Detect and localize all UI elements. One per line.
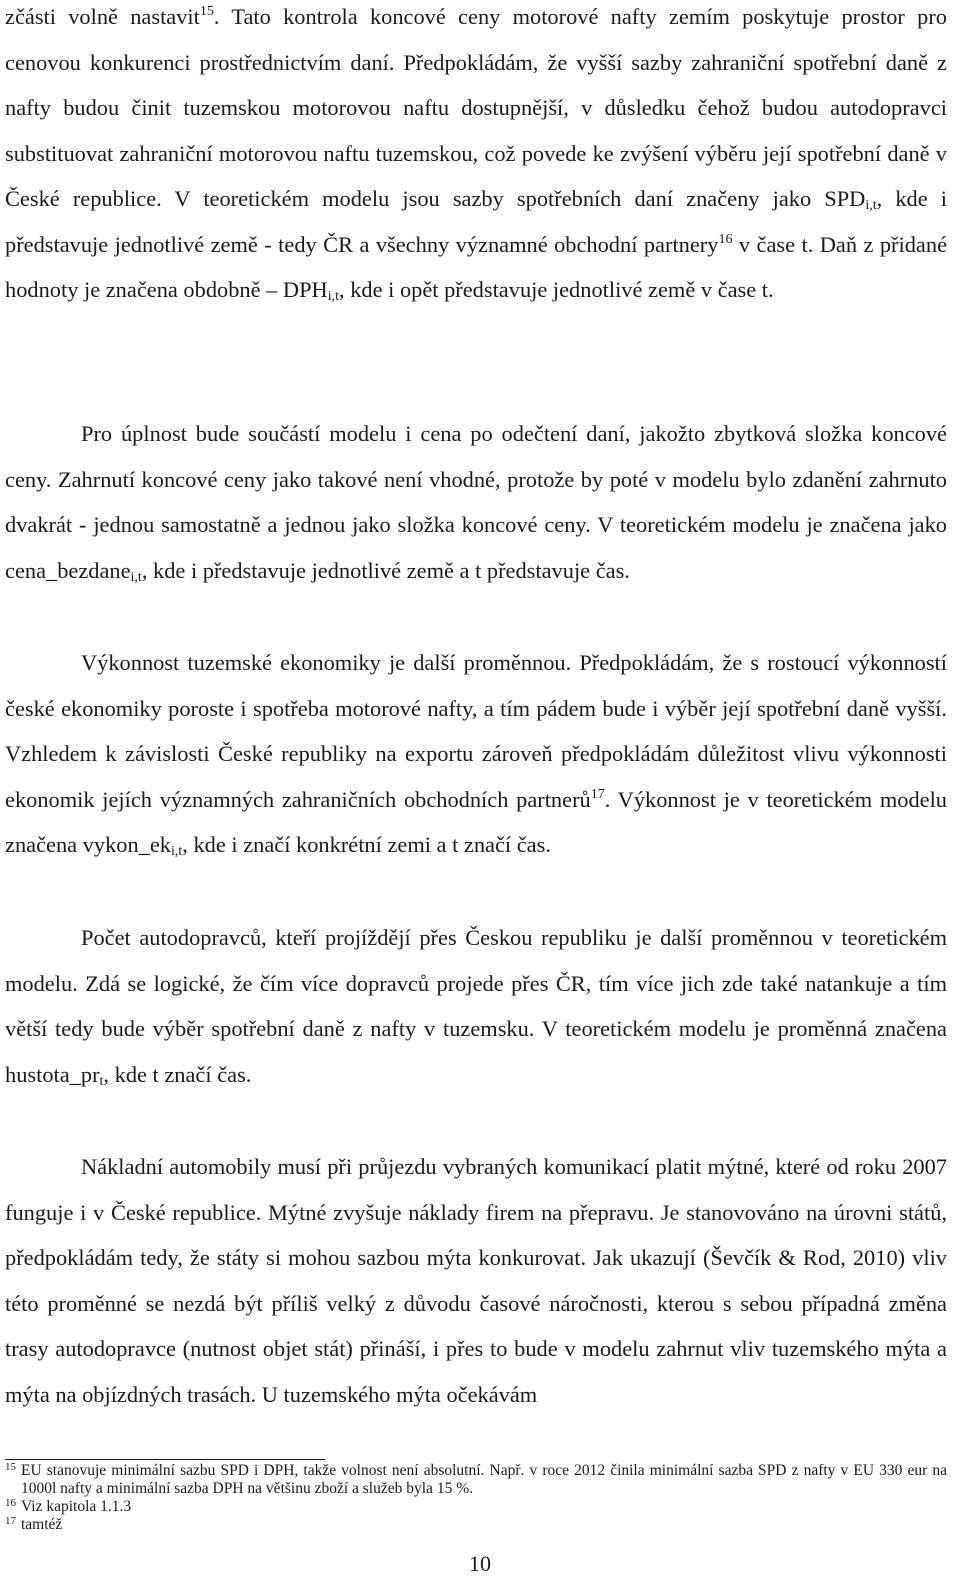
paragraph-toll: Nákladní automobily musí při průjezdu vybraných komunikací platit mýtné, které od roku 2007 funguje i v České republice. Mýtné zvyšuje náklady firem na přepravu. Je stanovováno na úrovni států, předpokládám tedy, že státy si mohou sazbou mýta konkurovat. Jak ukazují (Ševčík & Rod, 2010) vliv této proměnné se nezdá být příliš velký z důvodu časové náročnosti, kterou s sebou případná změna trasy autodopravce (nutnost objet stát) přináší, i přes to bude v modelu zahrnut vliv tuzemského mýta a mýta na objízdných trasách. U tuzemského mýta očekávám [5, 1154, 947, 1407]
paragraph-economic-performance: Výkonnost tuzemské ekonomiky je další proměnnou. Předpokládám, že s rostoucí výkonností české ekonomiky poroste i spotřeba motorové nafty, a tím pádem bude i výběr její spotřební daně vyšší. Vzhledem k závislosti České republiky na exportu zároveň předpokládám důležitost vlivu výkonnosti ekonomik jejích významných zahraničních obchodních partnerů$^{17}$. Výkonnost je v teoretickém modelu značena $vykon\_ek_{i,t}$, kde i značí konkrétní zemi a t značí čas. [5, 650, 948, 859]
page-number: 10 [469, 1551, 491, 1576]
footnote-ref-17[interactable]: 17 [590, 786, 605, 802]
footnote-15: 15 EU stanovuje minimální sazbu SPD i DPH, takže volnost není absolutní. Např. v roce 2012 činila minimální sazba SPD z nafty v EU 330 eur na 1000l nafty a minimální sazba DPH na většinu zboží a služeb byla 15 %. [5, 1461, 947, 1497]
paragraph-taxes: zčásti volně nastavit$^{15}$. Tato kontrola koncové ceny motorové nafty zemím poskytuje prostor pro cenovou konkurenci prostřednictvím daní. Předpokládám, že vyšší sazby zahraniční spotřební daně z nafty budou činit tuzemskou motorovou naftu dostupnější, v důsledku čehož budou autodopravci substituovat zahraniční motorovou naftu tuzemskou, což povede ke zvýšení výběru její spotřební daně v České republice. V teoretickém modelu jsou sazby spotřebních daní značeny jako $SPD_{i,t}$, kde i představuje jednotlivé země - tedy ČR a všechny významné obchodní partnery$^{16}$ v čase t. Daň z přidané hodnoty je značena obdobně – $DPH_{i,t}$, kde i opět představuje jednotlivé země v čase t. [5, 4, 948, 304]
footnote-17: 17 tamtéž [5, 1515, 63, 1533]
paragraph-carriers: Počet autodopravců, kteří projíždějí přes Českou republiku je další proměnnou v teoretickém modelu. Zdá se logické, že čím více dopravců projede přes ČR, tím více jich zde také natankuje a tím větší tedy bude výběr spotřební daně z nafty v tuzemsku. V teoretickém modelu je proměnná značena $hustota\_pr_t$, kde t značí čas. [5, 925, 947, 1089]
footnote-ref-15[interactable]: 15 [199, 4, 214, 19]
footnote-separator [5, 1459, 325, 1460]
footnote-16: 16 Viz kapitola 1.1.3 [5, 1497, 132, 1515]
footnotes [5, 1462, 947, 1534]
footnote-ref-16[interactable]: 16 [718, 231, 733, 247]
paragraph-price-without-tax: Pro úplnost bude součástí modelu i cena po odečtení daní, jakožto zbytková složka koncové ceny. Zahrnutí koncové ceny jako takové není vhodné, protože by poté v modelu bylo zdanění zahrnuto dvakrát - jednou samostatně a jednou jako složka koncové ceny. V teoretickém modelu je značena jako cena_bezdane$_{i,t}$, kde i představuje jednotlivé země a t představuje čas. [5, 421, 947, 585]
